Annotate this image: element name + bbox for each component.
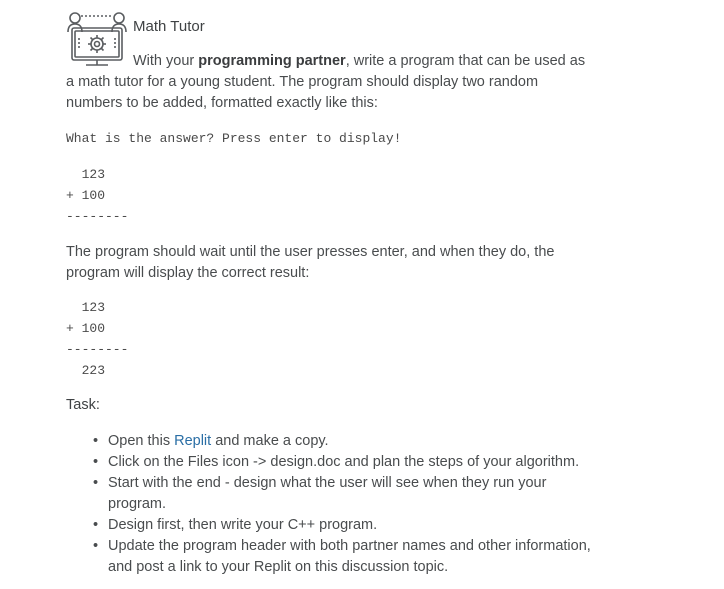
task-3-text: Start with the end - design what the user will see when they run your program.: [108, 475, 547, 512]
replit-link[interactable]: Replit: [174, 433, 212, 449]
result-rule: --------: [66, 342, 129, 357]
example-rule: --------: [66, 209, 129, 224]
list-item: [66, 515, 596, 536]
task-list: [66, 431, 596, 578]
result-sum: 223: [66, 363, 106, 378]
example-operand-2: + 100: [66, 188, 106, 203]
list-item: [66, 536, 596, 578]
result-operand-1: 123: [66, 300, 106, 315]
intro-text-end: , write a program that can be used as a math tutor for a young student. The program should display two random numbers to be added, formatted exactly like this:: [66, 53, 586, 111]
bullet-icon: •: [93, 454, 99, 470]
example-operand-1: 123: [66, 167, 106, 182]
intro-paragraph: [66, 51, 596, 114]
list-item: [66, 473, 596, 515]
bullet-icon: •: [93, 538, 99, 554]
bullet-icon: •: [93, 433, 99, 449]
task-1-text-start: Open this: [108, 433, 175, 449]
task-1-text-end: and make a copy.: [211, 433, 329, 449]
bullet-icon: •: [93, 475, 99, 491]
task-2-text: Click on the Files icon -> design.doc and plan the steps of your algorithm.: [108, 454, 580, 470]
task-heading: Task:: [66, 397, 100, 413]
result-operand-2: + 100: [66, 321, 106, 336]
task-4-text: Design first, then write your C++ program.: [108, 517, 378, 533]
list-item: [66, 452, 596, 473]
list-item: [66, 431, 596, 452]
intro-bold-text: programming partner: [198, 53, 346, 69]
intro-text-start: With your: [133, 53, 199, 69]
task-5-text: Update the program header with both partner names and other information, and post a link to your Replit on this discussion topic.: [108, 538, 591, 575]
middle-paragraph: The program should wait until the user presses enter, and when they do, the program will display the correct result:: [66, 244, 555, 281]
page-title: Math Tutor: [133, 18, 205, 35]
bullet-icon: •: [93, 517, 99, 533]
example-prompt: What is the answer? Press enter to display!: [66, 131, 402, 146]
